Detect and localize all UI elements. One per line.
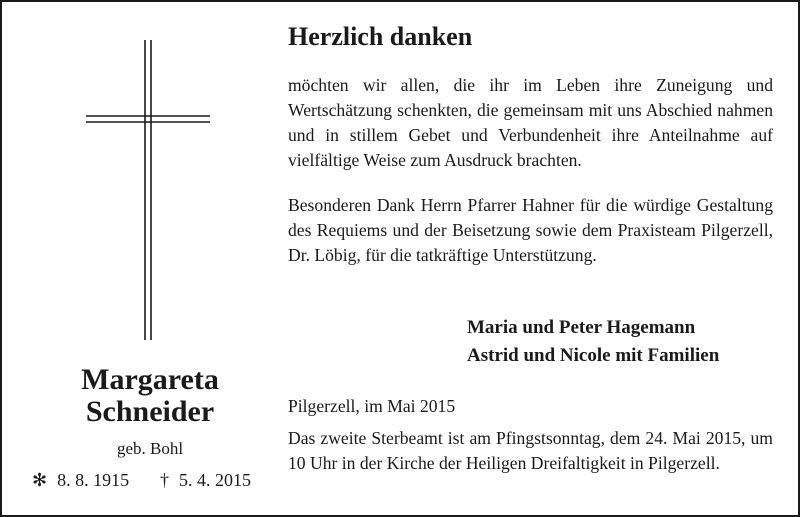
death-date	[160, 470, 251, 491]
cross-icon	[86, 40, 210, 340]
mass-info-paragraph: Das zweite Sterbeamt ist am Pfingstsonntag, dem 24. Mai 2015, um 10 Uhr in der Kirche der Heiligen Dreifaltigkeit in Pilgerzell.	[288, 428, 773, 473]
signature-line-1: Maria und Peter Hagemann	[467, 317, 696, 338]
deceased-first-name: Margareta	[81, 363, 219, 396]
death-dagger-icon: †	[160, 470, 169, 490]
place-date: Pilgerzell, im Mai 2015	[288, 396, 456, 416]
signature-line-2: Astrid und Nicole mit Familien	[467, 345, 720, 366]
birth-date-value: 8. 8. 1915	[57, 470, 130, 490]
death-date-value: 5. 4. 2015	[179, 470, 251, 490]
maiden-name: geb. Bohl	[116, 439, 184, 458]
notice-heading: Herzlich danken	[288, 22, 473, 51]
deceased-last-name: Schneider	[85, 395, 215, 428]
thanks-paragraph: möchten wir allen, die ihr im Leben ihre Zuneigung und Wertschätzung schenkten, die gemeinsam mit uns Abschied nahmen und in stillem Gebet und Verbundenheit ihre Anteilnahme auf vielfältige Weise zum Ausdruck brachten.	[288, 75, 773, 170]
birth-star-icon: ✻	[32, 470, 48, 490]
birth-date	[32, 470, 129, 491]
special-thanks-paragraph: Besonderen Dank Herrn Pfarrer Hahner für die würdige Gestaltung des Requiems und der Beisetzung sowie dem Praxisteam Pilgerzell, Dr. Löbig, für die tatkräftige Unterstützung.	[288, 195, 773, 265]
